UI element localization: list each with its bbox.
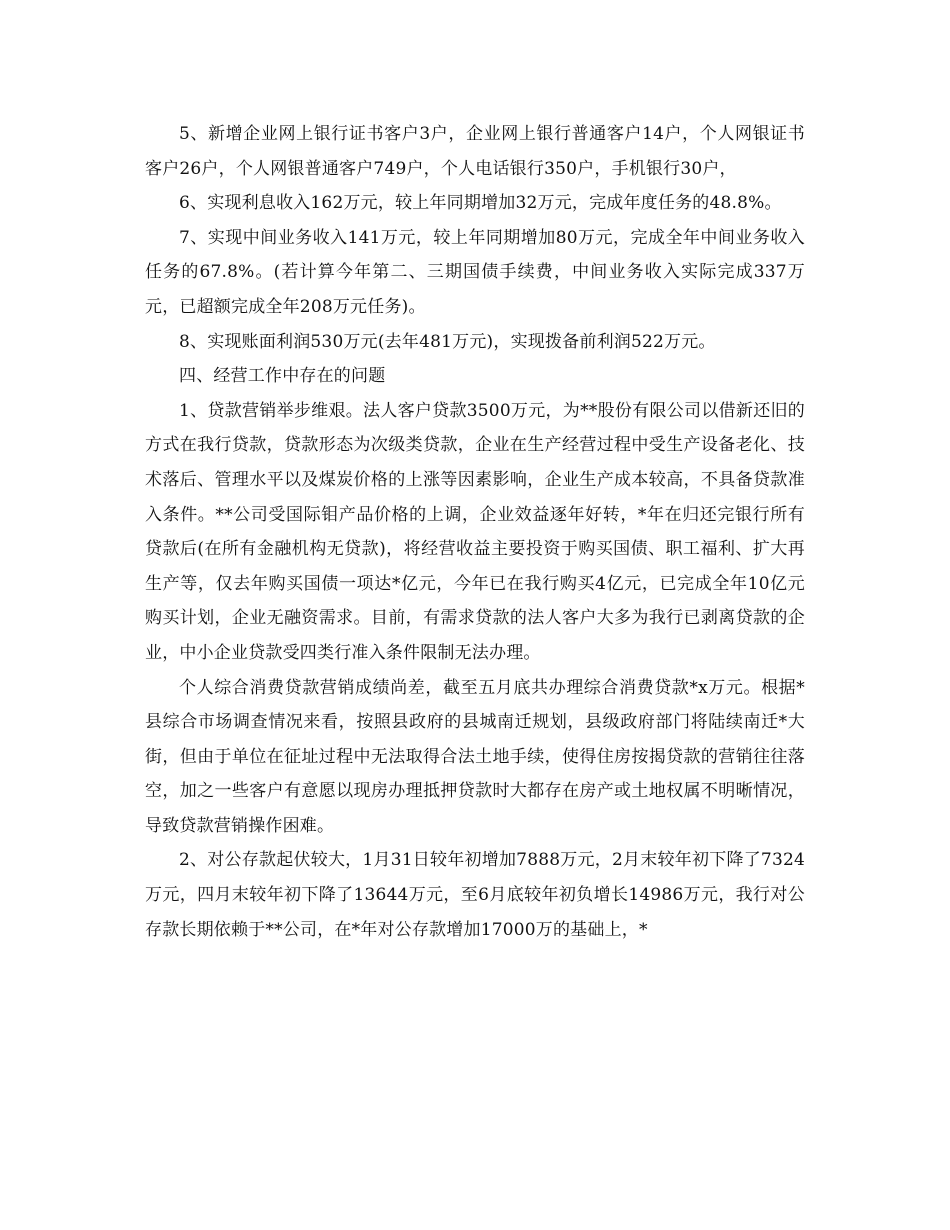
- paragraph-item-5: 5、新增企业网上银行证书客户3户，企业网上银行普通客户14户，个人网银证书客户26户，个人网银普通客户749户，个人电话银行350户，手机银行30户，: [145, 124, 805, 179]
- paragraph-item-7: 7、实现中间业务收入141万元，较上年同期增加80万元，完成全年中间业务收入任务的67.8%。(若计算今年第二、三期国债手续费，中间业务收入实际完成337万元，已超额完成全年208万元任务)。: [145, 227, 805, 317]
- paragraph-personal-loans: 个人综合消费贷款营销成绩尚差，截至五月底共办理综合消费贷款*x万元。根据*县综合市场调查情况来看，按照县政府的县城南迁规划，县级政府部门将陆续南迁*大街，但由于单位在征址过程中无法取得合法土地手续，使得住房按揭贷款的营销往往落空，加之一些客户有意愿以现房办理抵押贷款时大都存在房产或土地权属不明晰情况，导致贷款营销操作困难。: [145, 677, 805, 836]
- document-body: [145, 117, 805, 947]
- paragraph-item-8: 8、实现账面利润530万元(去年481万元)，实现拨备前利润522万元。: [179, 331, 716, 352]
- paragraph-item-6: 6、实现利息收入162万元，较上年同期增加32万元，完成年度任务的48.8%。: [179, 193, 782, 214]
- paragraph-corporate-deposits: 2、对公存款起伏较大，1月31日较年初增加7888万元，2月末较年初下降了7324万元，四月末较年初下降了13644万元，至6月底较年初负增长14986万元，我行对公存款长期依赖于**公司，在*年对公存款增加17000万的基础上，*: [145, 850, 805, 940]
- section-heading-problems: 四、经营工作中存在的问题: [179, 366, 386, 387]
- paragraph-loan-marketing: 1、贷款营销举步维艰。法人客户贷款3500万元，为**股份有限公司以借新还旧的方式在我行贷款，贷款形态为次级类贷款，企业在生产经营过程中受生产设备老化、技术落后、管理水平以及煤炭价格的上涨等因素影响，企业生产成本较高，不具备贷款准入条件。**公司受国际钼产品价格的上调，企业效益逐年好转，*年在归还完银行所有贷款后(在所有金融机构无贷款)，将经营收益主要投资于购买国债、职工福利、扩大再生产等，仅去年购买国债一项达*亿元，今年已在我行购买4亿元，已完成全年10亿元购买计划，企业无融资需求。目前，有需求贷款的法人客户大多为我行已剥离贷款的企业，中小企业贷款受四类行准入条件限制无法办理。: [145, 400, 805, 663]
